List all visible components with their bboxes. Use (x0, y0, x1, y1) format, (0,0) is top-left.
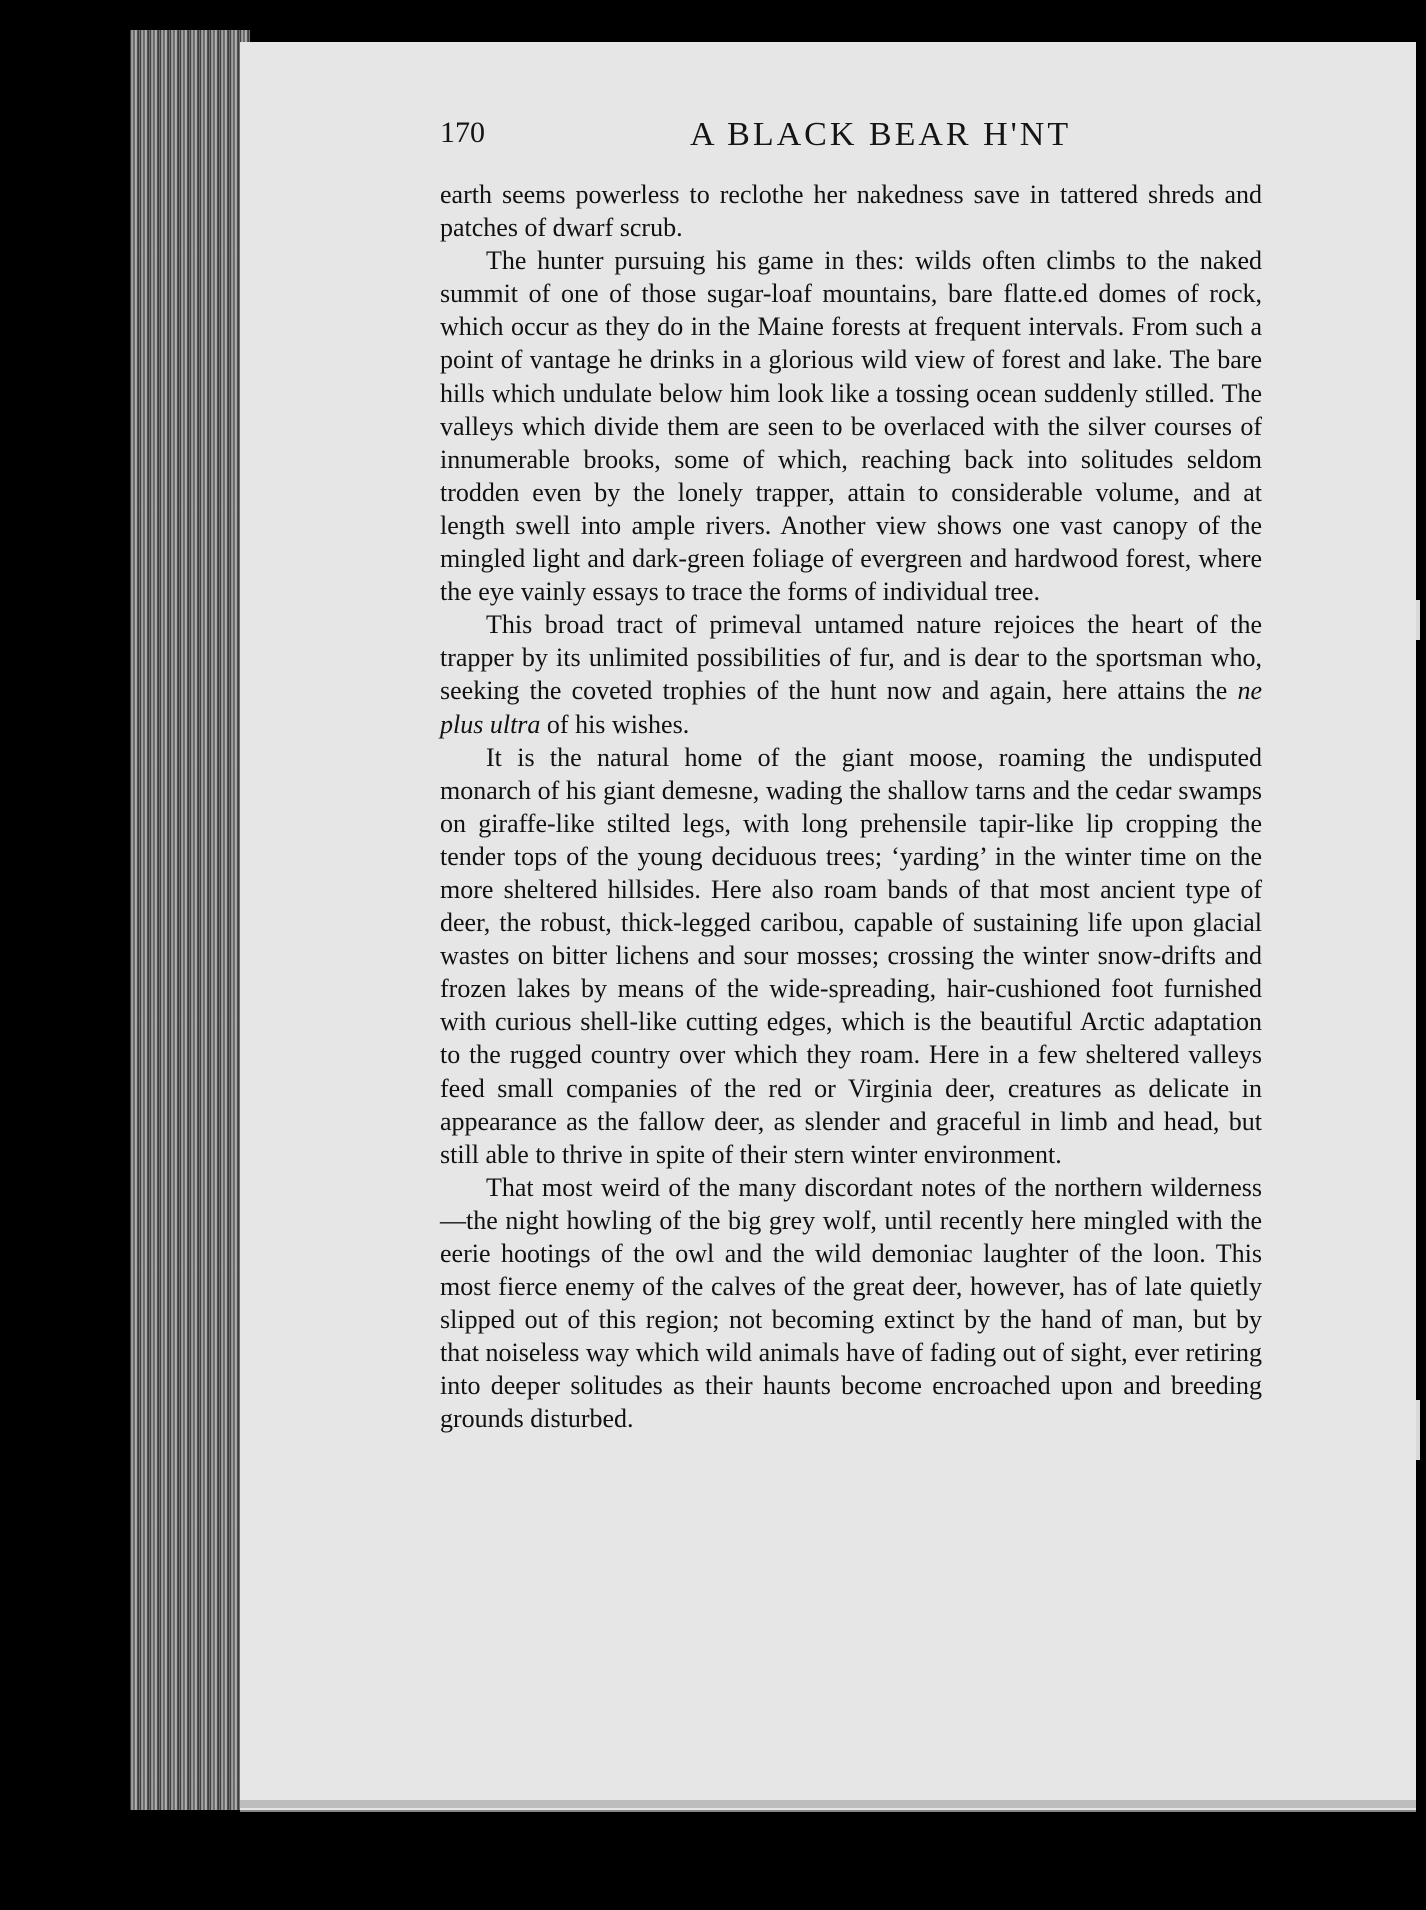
latin-phrase: ne plus ultra (440, 676, 1262, 739)
running-head: A BLACK BEAR H'NT (690, 116, 1072, 153)
paragraph: It is the natural home of the giant moose, roaming the undisputed monarch of his giant demesne, wading the shallow tarns and the cedar swamps on giraffe-like stilted legs, with long prehensile tapir-like lip cropping the tender tops of the young deciduous trees; ‘yarding’ in the winter time on the more sheltered hillsides. Here also roam bands of that most ancient type of deer, the robust, thick-legged caribou, capable of sustaining life upon glacial wastes on bitter lichens and sour mosses; crossing the winter snow-drifts and frozen lakes by means of the wide-spreading, hair-cushioned foot furnished with curious shell-like cutting edges, which is the beautiful Arctic adaptation to the rugged country over which they roam. Here in a few sheltered valleys feed small companies of the red or Virginia deer, creatures as delicate in appearance as the fallow deer, as slender and graceful in limb and head, but still able to thrive in spite of their stern winter environment. (440, 742, 1262, 1169)
paragraph-text: of his wishes. (540, 709, 690, 739)
paragraph (440, 608, 1262, 740)
paragraph: The hunter pursuing his game in thes: wilds often climbs to the naked summit of one of those sugar-loaf mountains, bare flatte.ed domes of rock, which occur as they do in the Maine forests at frequent intervals. From such a point of vantage he drinks in a glorious wild view of forest and lake. The bare hills which undulate below him look like a tossing ocean suddenly stilled. The valleys which divide them are seen to be overlaced with the silver courses of innumerable brooks, some of which, reaching back into solitudes seldom trodden even by the lonely trapper, attain to considerable volume, and at length swell into ample rivers. Another view shows one vast canopy of the mingled light and dark-green foliage of evergreen and hardwood forest, where the eye vainly essays to trace the forms of individual tree. (440, 246, 1262, 607)
paragraph: earth seems powerless to reclothe her nakedness save in tattered shreds and patches of dwarf scrub. (440, 180, 1262, 243)
paragraph: That most weird of the many discordant notes of the northern wilderness—the night howling of the big grey wolf, until recently here mingled with the eerie hootings of the owl and the wild demoniac laughter of the loon. This most fierce enemy of the calves of the great deer, however, has of late quietly slipped out of this region; not becoming extinct by the hand of man, but by that noiseless way which wild animals have of fading out of sight, ever retiring into deeper solitudes as their haunts become encroached upon and breeding grounds disturbed. (440, 1172, 1262, 1434)
body-text (440, 178, 1262, 1436)
page-header (440, 110, 1260, 158)
right-edge-mark (1416, 600, 1420, 640)
page-bottom-edge (240, 1800, 1416, 1808)
paragraph-text: This broad tract of primeval untamed nature rejoices the heart of the trapper by its unlimited possibilities of fur, and is dear to the sportsman who, seeking the coveted trophies of the hunt now and again, here attains the (440, 610, 1262, 706)
right-edge-mark (1416, 1400, 1420, 1460)
book-spine-edge (130, 30, 250, 1810)
page-number: 170 (440, 116, 485, 149)
